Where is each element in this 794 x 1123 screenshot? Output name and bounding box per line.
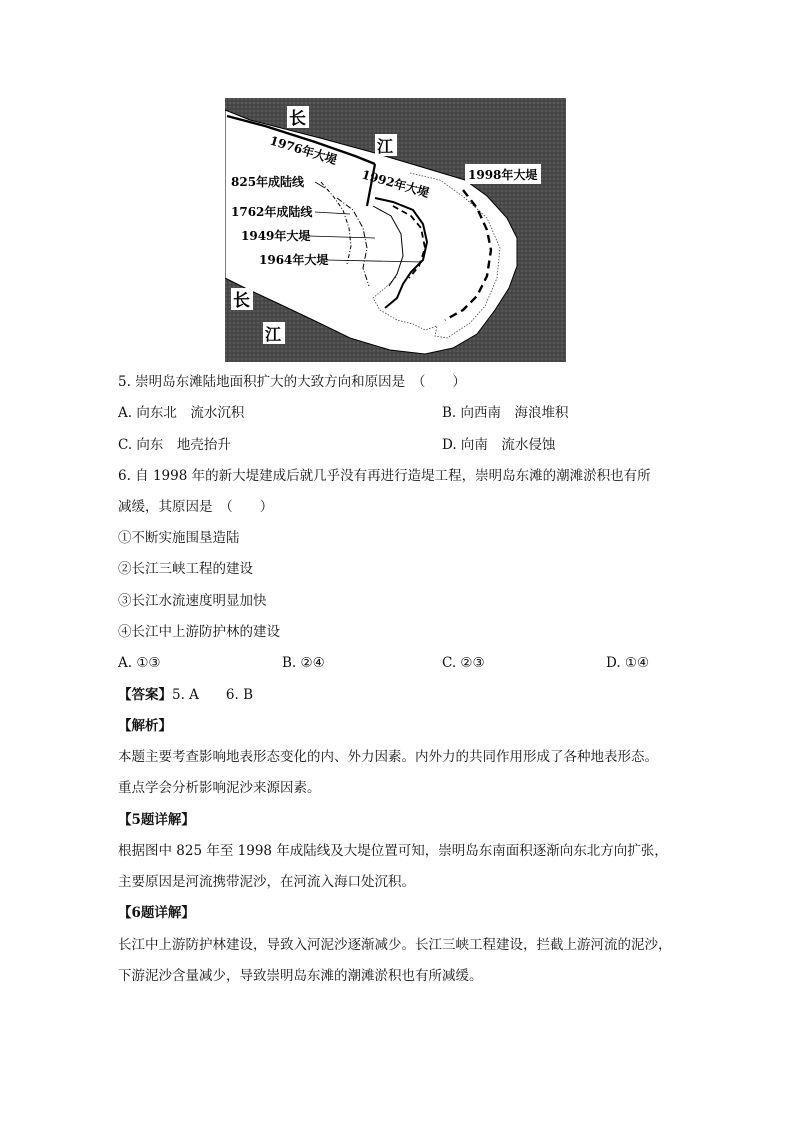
q6-item-4: ④长江中上游防护林的建设 [118,624,280,640]
q5-option-b: B. 向西南 海浪堆积 [442,405,569,421]
detail-6-line1: 长江中上游防护林建设，导致入河泥沙逐渐减少。长江三峡工程建设，拦截上游河流的泥沙， [118,937,672,953]
q6-option-a: A. ①③ [118,655,161,671]
detail-6-line2: 下游泥沙含量减少，导致崇明岛东滩的潮滩淤积也有所减缓。 [118,968,483,984]
q5-option-c: C. 向东 地壳抬升 [118,437,231,453]
label-chang-bottom: 长 [233,291,250,311]
q6-item-2: ②长江三峡工程的建设 [118,561,253,577]
answer-line [118,685,253,705]
detail-6-label: 【6题详解】 [118,905,195,921]
question-6-stem-line1: 6. 自 1998 年的新大堤建成后就几乎没有再进行造堤工程，崇明岛东滩的潮滩淤积也有所 [118,468,651,484]
label-land-825: 825年成陆线 [231,175,305,189]
answer-text: 5. A 6. B [172,687,254,703]
detail-5-line1: 根据图中 825 年至 1998 年成陆线及大堤位置可知，崇明岛东南面积逐渐向东北方向扩张， [118,843,668,859]
label-jiang-bottom: 江 [265,325,282,344]
q6-item-3: ③长江水流速度明显加快 [118,593,267,609]
label-dyke-1992: 1992年大堤 [360,167,431,201]
q5-option-a: A. 向东北 流水沉积 [118,405,245,421]
detail-5-label: 【5题详解】 [118,812,195,828]
label-dyke-1949: 1949年大堤 [241,229,311,243]
label-dyke-1976: 1976年大堤 [268,133,339,168]
q6-option-c: C. ②③ [442,655,485,671]
label-dyke-1964: 1964年大堤 [259,253,329,267]
question-5-stem: 5. 崇明岛东滩陆地面积扩大的大致方向和原因是 （ ） [118,374,466,390]
q5-option-d: D. 向南 流水侵蚀 [442,437,556,453]
analysis-label: 【解析】 [118,718,172,734]
question-6-stem-line2: 减缓，其原因是 （ ） [118,499,274,515]
label-land-1762: 1762年成陆线 [231,205,313,219]
analysis-line1: 本题主要考查影响地表形态变化的内、外力因素。内外力的共同作用形成了各种地表形态。 [118,749,658,765]
q6-item-1: ①不断实施围垦造陆 [118,530,240,546]
answer-label: 【答案】 [118,687,172,703]
q6-option-d: D. ①④ [606,655,650,671]
chongming-east-beach-map [225,98,566,362]
detail-5-line2: 主要原因是河流携带泥沙，在河流入海口处沉积。 [118,874,415,890]
label-chang-top: 长 [289,109,306,129]
q6-option-b: B. ②④ [282,655,325,671]
analysis-line2: 重点学会分析影响泥沙来源因素。 [118,780,321,796]
label-jiang-top: 江 [377,137,394,156]
label-dyke-1998: 1998年大堤 [468,168,538,182]
